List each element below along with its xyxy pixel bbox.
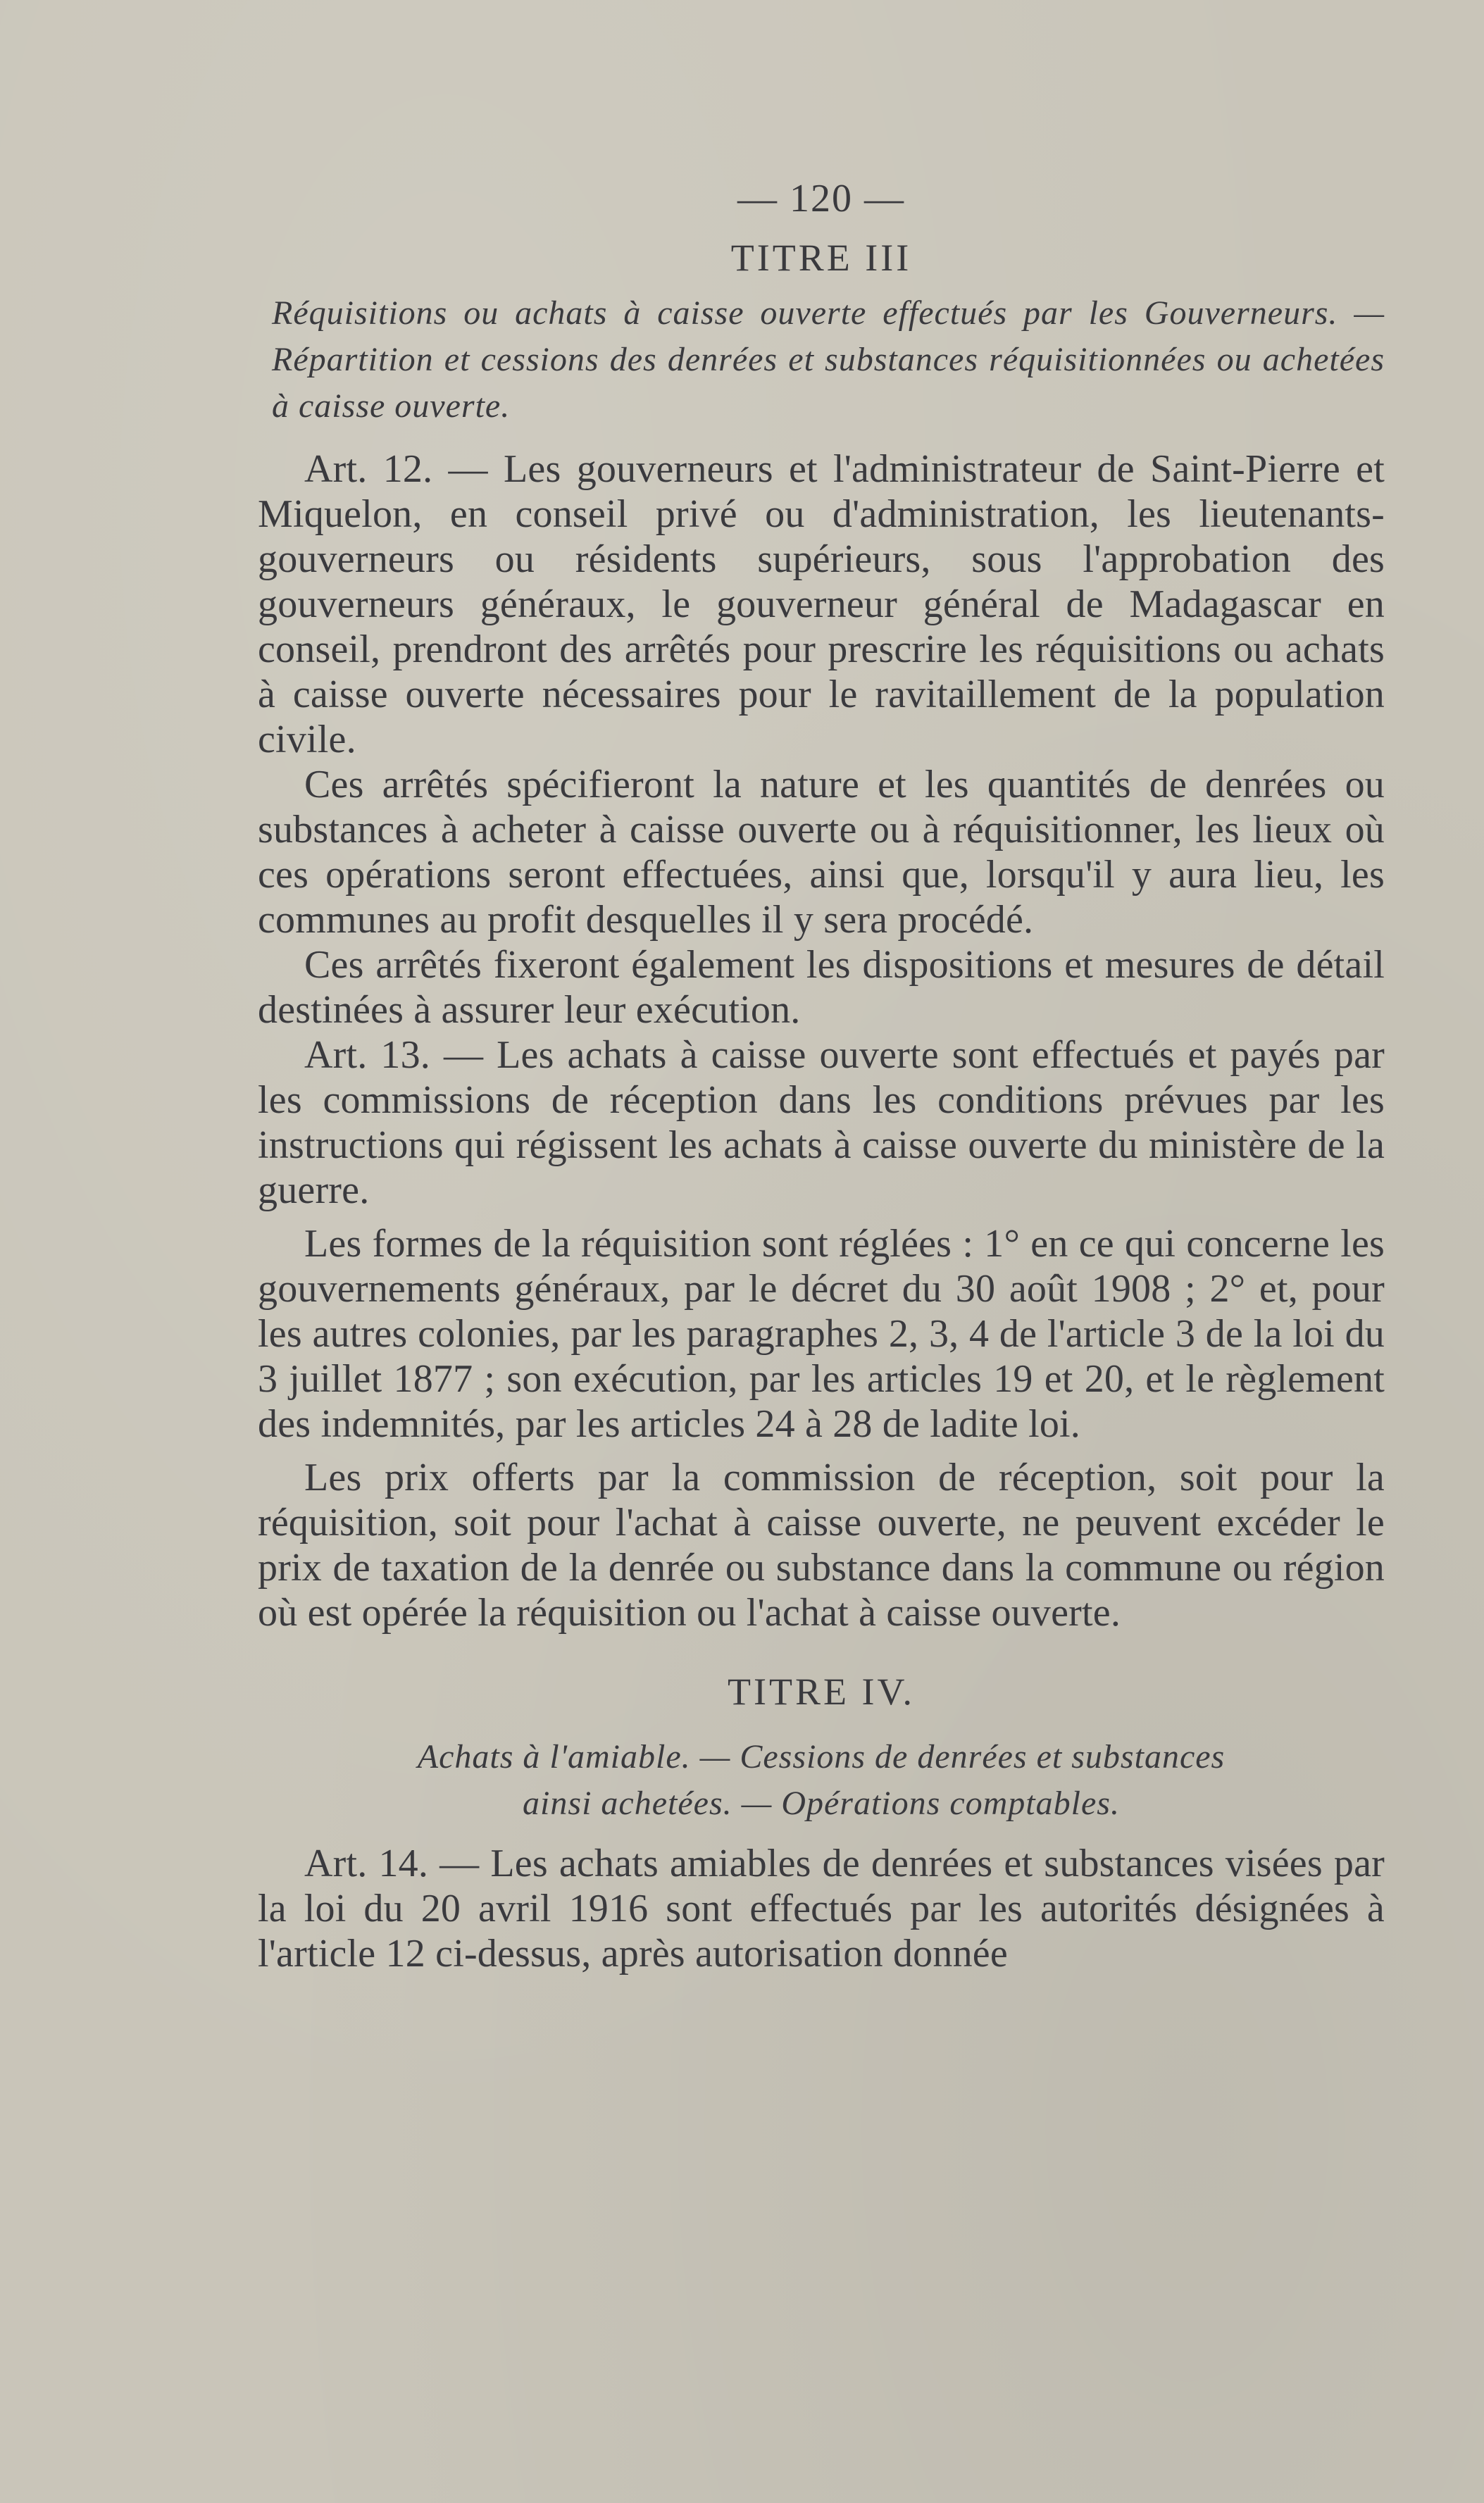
page-number: — 120 — xyxy=(737,177,905,220)
titre-iv-subtitle-line-1: Achats à l'amiable. — Cessions de denrées et substances xyxy=(417,1738,1226,1775)
article-13-paragraph-3: Les prix offerts par la commission de réception, soit pour la réquisition, soit pour l'achat à caisse ouverte, ne peuvent excéder le prix de taxation de la denrée ou substance dans la commune ou région où est opérée la réquisition ou l'achat à caisse ouverte. xyxy=(258,1456,1385,1635)
article-12-paragraph-3: Ces arrêtés fixeront également les dispositions et mesures de détail destinées à assurer leur exécution. xyxy=(258,943,1385,1032)
text-column xyxy=(258,169,1385,1976)
titre-iii-subtitle: Réquisitions ou achats à caisse ouverte effectués par les Gouverneurs. — Répartition et cessions des denrées et substances réquisitionnées ou achetées à caisse ouverte. xyxy=(272,294,1385,425)
article-12-paragraph-2: Ces arrêtés spécifieront la nature et les quantités de denrées ou substances à acheter à caisse ouverte ou à réquisitionner, les lieux où ces opérations seront effectuées, ainsi que, lorsqu'il y aura lieu, les communes au profit desquelles il y sera procédé. xyxy=(258,763,1385,942)
article-13-paragraph-2: Les formes de la réquisition sont réglées : 1° en ce qui concerne les gouvernements généraux, par le décret du 30 août 1908 ; 2° et, pour les autres colonies, par les paragraphes 2, 3, 4 de l'article 3 de la loi du 3 juillet 1877 ; son exécution, par les articles 19 et 20, et le règlement des indemnités, par les articles 24 à 28 de ladite loi. xyxy=(258,1222,1385,1446)
article-12-paragraph: Art. 12. — Les gouverneurs et l'administrateur de Saint-Pierre et Miquelon, en conseil privé ou d'administration, les lieutenants-gouverneurs ou résidents supérieurs, sous l'approbation des gouverneurs généraux, le gouverneur général de Madagascar en conseil, prendront des arrêtés pour prescrire les réquisitions ou achats à caisse ouverte nécessaires pour le ravitaillement de la population civile. xyxy=(258,447,1385,761)
titre-iv-subtitle xyxy=(258,1734,1385,1827)
titre-iv-heading: TITRE IV. xyxy=(728,1671,915,1713)
article-13-paragraph: Art. 13. — Les achats à caisse ouverte sont effectués et payés par les commissions de réception dans les conditions prévues par les instructions qui régissent les achats à caisse ouverte du ministère de la guerre. xyxy=(258,1033,1385,1212)
titre-iv-subtitle-line-2: ainsi achetées. — Opérations comptables. xyxy=(523,1785,1120,1822)
titre-iii-heading: TITRE III xyxy=(730,237,912,279)
article-14-paragraph: Art. 14. — Les achats amiables de denrées et substances visées par la loi du 20 avril 1916 sont effectués par les autorités désignées à l'article 12 ci-dessus, après autorisation donnée xyxy=(258,1842,1385,1975)
